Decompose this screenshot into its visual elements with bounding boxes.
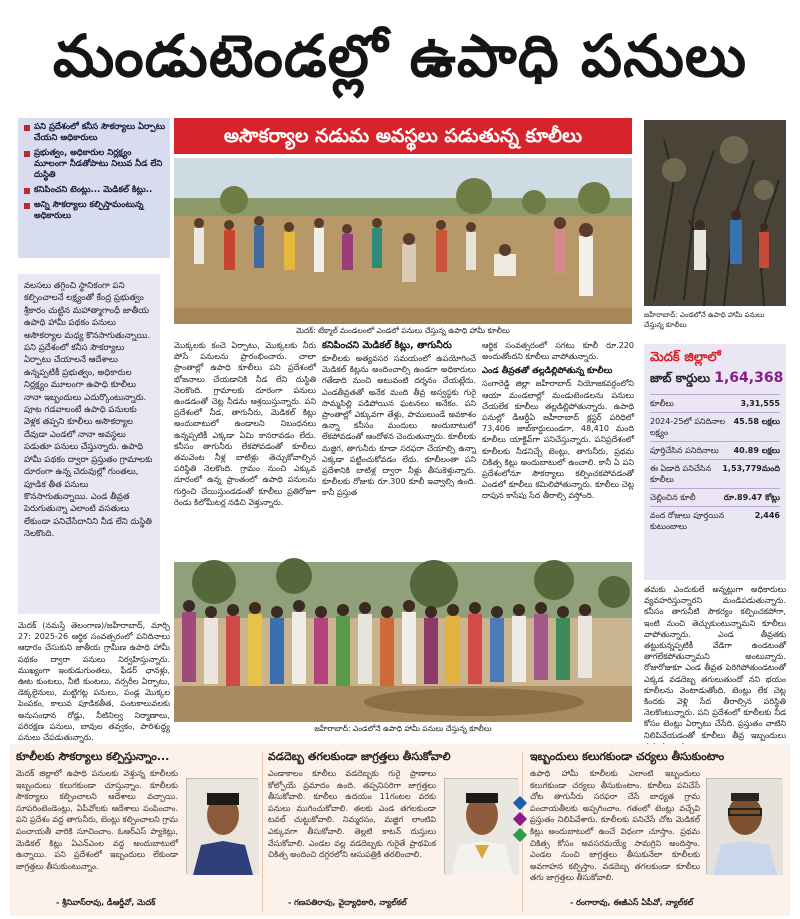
highlights-box — [18, 118, 170, 258]
page-headline: మండుటెండల్లో ఉపాధి పనులు — [52, 22, 748, 90]
portrait-photo — [186, 778, 258, 874]
stats-row: ఈ ఏడాది పనిచేసిన కూలీలు 1,53,779మంది — [650, 459, 780, 488]
quote-1 — [16, 750, 260, 912]
portrait-photo — [444, 778, 518, 874]
intro-box: వలసలు తగ్గించి స్థానికంగా పని కల్పించాలనే లక్ష్యంతో కేంద్ర ప్రభుత్వం శ్రీకారం చుట్టిన మహాత్మాగాంధీ జాతీయ ఉపాధి హామీ పథకం పనులు అసౌకర్యాల మధ్య కొనసాగుతున్నాయి. పని ప్రదేశంలో కనీస సౌకర్యాలు ఏర్పాటు చేయాలనే ఆదేశాలు ఉన్నప్పటికీ ప్రభుత్వం, అధికారుల నిర్లక్ష్యం మూలంగా ఉపాధి కూలీలు నానా ఇబ్బందులు ఎదుర్కొంటున్నారు. పూట గడవాలంటే ఉపాధి పనులకు వెళ్లక తప్పని కూలీలు అసౌకర్యాల దేవుడా ఎండలో నానా అవస్థలు పడుతూ పనులు చేస్తున్నారు. ఉపాధి హామీ పథకం ద్వారా ప్రస్తుతం గ్రామాలకు దూరంగా ఉన్న చెరువుల్లో గుంతలు, పూడిక తీత పనులు కొనసాగుతున్నాయి. ఎండ తీవ్రత పెరుగుతున్నా ఎలాంటి వసతులు లేకుండా పనిచేసేదానిని నీడ లేని దుస్థితి నెలకొంది. — [18, 274, 160, 614]
quote-text: ఎండాకాలం కూలీలు వడదెబ్బకు గురై ప్రాణాలు కోల్పోయే ప్రమాదం ఉంది. తప్పనిసరిగా జాగ్రత్తలు తీసుకోవాలి. కూలీలు ఉదయం 11గంటల వరకు పనులు ముగించుకోవాలి. తలకు ఎండ తగలకుండా టవల్ చుట్టుకోవాలి. నిమ్మరసం, మజ్జిగ లాంటివి ఎక్కువగా తీసుకోవాలి. తెల్లటి కాటన్ దుస్తులు వేసుకోవాలి. ఎండల వల్ల వడదెబ్బకు గురైతే ప్రాథమిక చికిత్స అందించి దగ్గరలోని ఆసుపత్రికి తరలించాలి. — [268, 769, 436, 860]
quote-title: ఇబ్బందులు కలుగకుండా చర్యలు తీసుకుంటాం — [530, 750, 725, 763]
dateline-paragraph: మెదక్ (నమస్తే తెలంగాణ)/జహీరాబాద్, మార్చి 27: 2025-26 ఆర్థిక సంవత్సరంలో పనిదినాలు ఆధారం చేసుకుని జాతీయ గ్రామీణ ఉపాధి హామీ పథకం ద్వారా పనులు నిర్వహిస్తున్నారు. ముఖ్యంగా ఇంకుడుగుంతలు, ఫీడర్ ఛానళ్లు, ఊట కుంటలు, నీటి కుంటలు, నర్సరీల ఏర్పాటు, డెక్కలైనులు, మట్టిగట్ల పనులు, పండ్ల మొక్కల పెంపకం, కాలువ పూడికతీత, పంటకాలువలకు అనుసంధాన రోడ్లు, నీటినిల్వ నిర్మాణాలు, పరిరక్షణ పనులు, బావుల తవ్వకం, పారిశుద్ధ్య పనులు చేపడుతున్నారు. — [18, 621, 170, 743]
stats-title: మెదక్ జిల్లాలో — [650, 350, 721, 365]
photo-burnt-field — [644, 120, 786, 306]
quote-title: వడదెబ్బ తగలకుండా జాగ్రత్తలు తీసుకోవాలి — [268, 750, 451, 763]
article-column-3 — [482, 340, 634, 558]
quote-text: ఉపాధి హామీ కూలీలకు ఎలాంటి ఇబ్బందులు కలుగకుండా చర్యలు తీసుకుంటాం. కూలీలు పనిచేసే చోట తాగునీరు సరఫరా చేసే బాధ్యత గ్రామ పంచాయతీలకు అప్పగించాం. గతంలో టెంట్లు వచ్చేవి ప్రస్తుతం నిలిపివేశారు. కూలీలకు పనిచేసే చోట మెడికల్ కిట్లు అందుబాటులో ఉంచే విధంగా చూస్తాం. ప్రథమ చికిత్స కోసం అవసరమయ్యే సామగ్రిని అందిస్తాం. ఎండల నుంచి జాగ్రత్తలు తీసుకునేలా కూలీలకు అవగాహన కల్పిస్తాం. వడదెబ్బ తగలకుండా కూలీలు తగు జాగ్రత్తలు తీసుకోవాలి. — [530, 769, 700, 883]
article-text: సంగారెడ్డి జిల్లా జహీరాబాద్ నియోజకవర్గంలోని ఆయా మండలాల్లో మండుటెండలను పనులు చేయలేక కూలీలు తల్లడిల్లిపోతున్నారు. ఉపాధి పనుల్లో డీఆర్డీఏ జహీరాబాద్ క్లస్టర్ పరిధిలో 73,406 జాబ్‌కార్డులుండగా, 48,410 మంది కూలీలు యాక్టివ్‌గా పనిచేస్తున్నారు. పనిప్రదేశంలో కూలీలకు నీడనిచ్చే టెంట్లు, తాగునీరు, ప్రథమ చికిత్స కిట్లు అందుబాటులో ఉంచాలి. కానీ ఏ పని ప్రదేశంలోనూ సౌకర్యాలు కల్పించకపోవడంతో ఎండలో కూలీలు కమిలిపోతున్నారు. కూలీలు చెట్ల దాపున కాసేపు సేద తీరాల్సి వస్తోంది. — [482, 379, 634, 501]
stats-box — [644, 344, 786, 580]
section-heading: కనిపించని మెడికల్ కిట్లు, తాగునీరు — [322, 340, 452, 351]
section-heading: ఎండ తీవ్రతతో తల్లడిల్లిపోతున్న కూలీలు — [482, 366, 613, 377]
photo-caption: మెదక్: టేక్మాల్ మండలంలో ఎండలో పనులు చేస్తున్న ఉపాధి హామీ కూలీలు — [296, 326, 510, 335]
photo-caption: జహీరాబాద్: ఎండలోనే ఉపాధి హామీ పనులు చేస్తున్న కూలీలు — [314, 724, 492, 733]
highlight-item: కనిపించని టెంట్లు... మెడికల్ కిట్లు.. — [24, 185, 166, 196]
highlight-item: ప్రభుత్వం, అధికారుల నిర్లక్ష్యం మూలంగా నీడతోపాటు నిలువ నీడ లేని దుస్థితి — [24, 148, 166, 181]
quote-divider — [262, 752, 263, 912]
quote-signature: - శ్రీనివాస్‌రావు, డీఆర్డీవో, మెదక్ — [56, 898, 156, 907]
quote-title: కూలీలకు సౌకర్యాలు కల్పిస్తున్నాం... — [16, 750, 170, 763]
quote-2 — [268, 750, 520, 912]
stats-jobcards: జాబ్ కార్డులు 1,64,368 — [650, 370, 784, 386]
quote-signature: - రంగారావు, ఈజీఎస్ ఏపీవో, న్యాల్‌కల్ — [570, 898, 694, 907]
sub-headline: అసౌకర్యాల నడుమ అవస్థలు పడుతున్న కూలీలు — [174, 118, 632, 154]
portrait-photo — [706, 778, 782, 874]
stats-row: 2024-25లో పనిదినాల లక్ష్యం 45.58 లక్షలు — [650, 412, 780, 441]
photo-workers-group — [174, 562, 632, 722]
quote-3 — [530, 750, 786, 912]
highlight-item: అన్ని సౌకర్యాలు కల్పిస్తామంటున్న అధికారులు — [24, 200, 166, 222]
article-column-4: తమకు ఎందుకులే అన్నట్లుగా అధికారులు వ్యవహరిస్తున్నారని మండిపడుతున్నారు. కనీసం తాగునీటి సౌకర్యం కల్పించకపోగా, ఇంటి నుంచి తెచ్చుకుంటున్నామని కూలీలు వాపోతున్నారు. ఎండ తీవ్రతకు తట్టుకున్నప్పటికీ వేడిగా ఉండటంతో తాగలేకపోతున్నామని అంటున్నారు. రోజురోజుకూ ఎండ తీవ్రత పెరిగిపోతుండటంతో ఎక్కడ వడదెబ్బ తగులుతుందో నని భయం కూలీలను వెంటాడుతోంది. టెంట్లు లేక చెట్ల కిందకు వెళ్లి సేద తీరాల్సిన పరిస్థితి నెలకొంటున్నారు. పని ప్రదేశంలో కూలీలకు నీడ కోసం టెంట్లు ఏర్పాటు చేసేది. ప్రస్తుతం వాటిని నిలిపివేయడంతో కూలీలు తీవ్ర ఇబ్బందులు — [644, 585, 786, 740]
highlight-item: పని ప్రదేశంలో కనీస సౌకర్యాలు ఏర్పాటు చేయని అధికారులు — [24, 122, 166, 144]
stats-row: పూర్తిచేసిన పనిదినాలు 40.89 లక్షలు — [650, 441, 780, 459]
photo-caption: జహీరాబాద్: ఎండలోనే ఉపాధి హామీ పనులు చేస్తున్న కూలీలు — [644, 311, 765, 329]
quote-signature: - గణపతిరావు, వైద్యాధికారి, న్యాల్‌కల్ — [288, 898, 407, 907]
article-text: ఆర్థిక సంవత్సరంలో సగటు కూలీ రూ.220 అందుతోందని కూలీలు వాపోతున్నారు. — [482, 341, 634, 362]
stats-row: చెల్లించిన కూలీ రూ.89.47 కోట్లు — [650, 488, 780, 506]
quote-text: మెదక్ జిల్లాలో ఉపాధి పనులకు వెళ్తున్న కూలీలకు ఇబ్బందులు కలుగకుండా చూస్తున్నాం. కూలీలకు సౌకర్యాలు కల్పించాలని ఆదేశాలు వచ్చాయి. సూపరింటెండెంట్లు, ఏపీవోలకు ఆదేశాలు పంపించాం. పని ప్రదేశం వద్ద తాగునీరు, టెంట్లు కల్పించాలని గ్రామ పంచాయతీ వారికి సూచించాం. ఓఆర్ఎస్ ప్యాకెట్లు, మెడికల్ కిట్లు ఏఎన్ఎంల వద్ద అందుబాటులో ఉన్నాయి. పని ప్రదేశంలో ఇబ్బందులు లేకుండా జాగ్రత్తలు తీసుకుంటున్నాం. — [16, 769, 178, 871]
article-column-1: మొక్కలకు కంచె ఏర్పాటు, మొక్కలకు నీరు పోసే పనులను ప్రారంభించారు. చాలా ప్రాంతాల్లో ఉపాధి కూలీలు పని ప్రదేశంలో భోజనాలు చేయడానికి నీడ లేని దుస్థితి నెలకొంది. గ్రామాలకు దూరంగా పనులు ఉండడంతో చెట్ల నీడను ఆశ్రయిస్తున్నారు. పని ప్రదేశంలో నీడ, తాగునీరు, మెడికల్ కిట్లు అందుబాటులో ఉండాలని నిబంధనలు ఉన్నప్పటికీ ఎక్కడా ఏమి కానరావడం లేదు. కనీసం తాగునీరు లేకపోవడంతో కూలీలు తమవెంట నీళ్ల బాటిళ్లు తెచ్చుకోవాల్సిన పరిస్థితి నెలకొంది. గ్రామం నుంచి ఎక్కువ దూరంలో ఉన్న ప్రాంతంలో ఉపాధి పనులను గుర్తించి చేయిస్తుండడంతో కూలీలు ప్రతిరోజూ రెండు కిలోమీటర్ల నడిచి వెళ్తున్నారు. — [174, 341, 316, 507]
article-text: కూలీలకు అత్యవసర సమయంలో ఉపయోగించే మెడికల్ కిట్లను అందించాల్సి ఉండగా అధికారులు గతేడాది నుంచి అటువంటి దర్శనం చేయట్లేదు. ఎండతీవ్రతతో అనేక మంది తీవ్ర అస్వస్థకు గురై సొమ్మసిల్లి పడిపోయిన ఘటనలు అనేకం. పని ప్రాంతాల్లో ఎక్కువగా తేళ్లు, పాములుండే అవకాశం ఉన్నా కనీసం మందులు అందుబాటులో లేకపోవడంతో ఆందోళన చెందుతున్నారు. కూలీలకు మజ్జిగ, తాగునీరు కూడా సరఫరా చేయాల్సి ఉన్నా ఎక్కడా పట్టించుకోవడం లేదు. కూలీలంతా పని ప్రదేశానికి బాటిళ్ల ద్వారా నీళ్లు తీసుకెళ్తున్నారు. కూలీలకు రోజుకు రూ.300 కూలీ ఇవ్వాల్సి ఉంది. కానీ ప్రస్తుత — [322, 354, 476, 498]
stats-table — [650, 394, 780, 535]
quotes-section — [10, 744, 790, 916]
stats-row: కూలీలు 3,31,555 — [650, 394, 780, 412]
article-column-2 — [322, 340, 476, 558]
photo-workers-field — [174, 158, 632, 324]
stats-row: వంద రోజులు పూర్తయిన కుటుంబాలు 2,446 — [650, 506, 780, 535]
